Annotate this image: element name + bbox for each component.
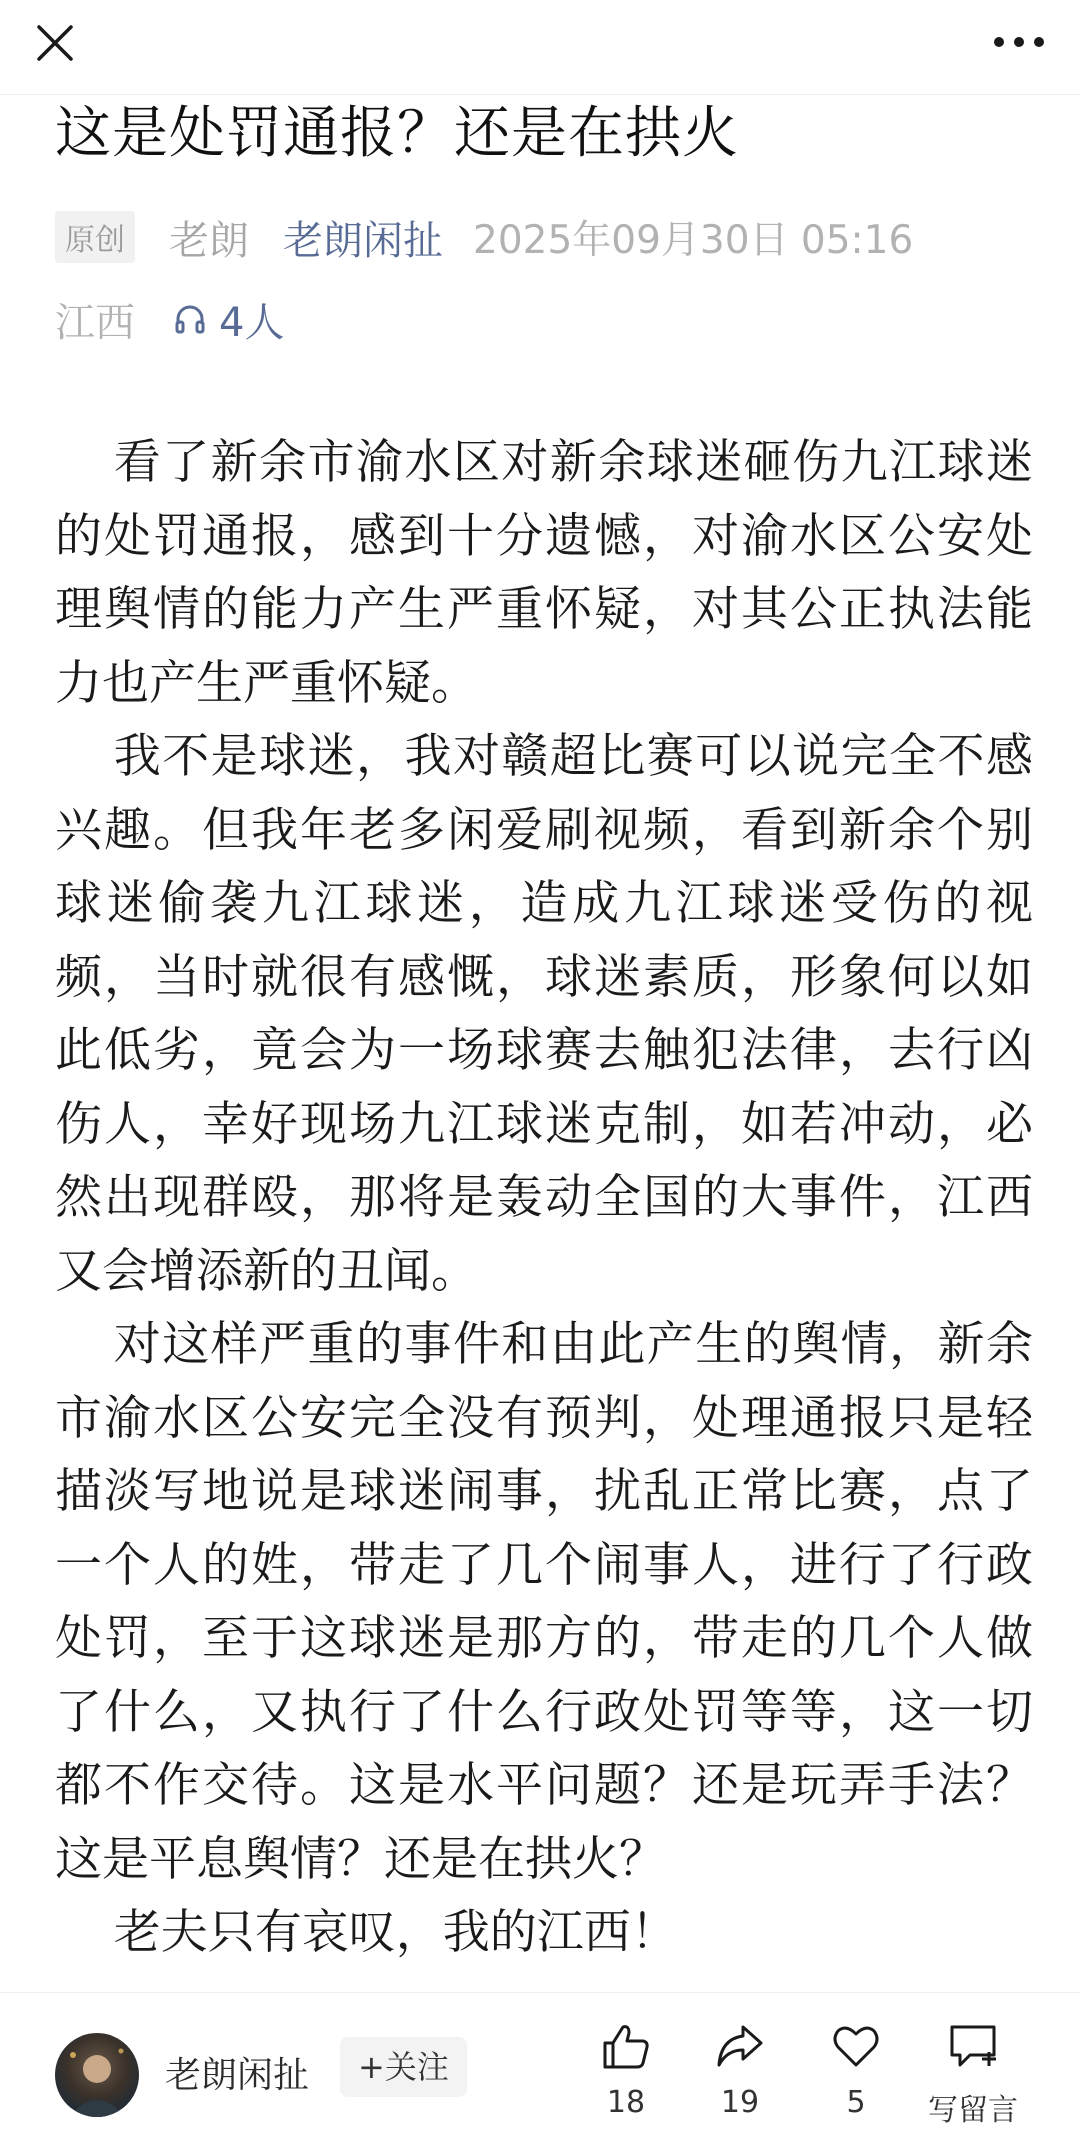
article-meta-secondary: [55, 290, 284, 348]
heart-icon: [829, 2019, 883, 2073]
article-title: 这是处罚通报？还是在拱火: [55, 101, 739, 166]
publish-datetime: 2025年09月30日 05:16: [473, 218, 914, 263]
headphones-icon: [173, 302, 207, 336]
favorite-count: 5: [846, 2085, 866, 2120]
close-icon[interactable]: [30, 18, 80, 68]
comment-icon: [946, 2019, 1000, 2073]
more-options-icon[interactable]: [988, 22, 1050, 62]
paragraph: 我不是球迷，我对赣超比赛可以说完全不感兴趣。但我年老多闲爱刷视频，看到新余个别球迷偷袭九江球迷，造成九江球迷受伤的视频，当时就很有感慨，球迷素质，形象何以如此低劣，竟会为一场球赛去触犯法律，去行凶伤人，幸好现场九江球迷克制，如若冲动，必然出现群殴，那将是轰动全国的大事件，江西又会增添新的丑闻。: [55, 729, 1033, 1299]
share-button[interactable]: [680, 2019, 800, 2120]
original-badge: 原创: [55, 211, 135, 263]
paragraph: 看了新余市渝水区对新余球迷砸伤九江球迷的处罚通报，感到十分遗憾，对渝水区公安处理舆情的能力产生严重怀疑，对其公正执法能力也产生严重怀疑。: [55, 435, 1033, 711]
avatar[interactable]: [55, 2033, 139, 2117]
account-name[interactable]: 老朗闲扯: [165, 2055, 310, 2096]
favorite-button[interactable]: [796, 2019, 916, 2120]
article-body: [55, 426, 1033, 1970]
like-button[interactable]: [566, 2019, 686, 2120]
comment-button[interactable]: [913, 2019, 1033, 2129]
share-count: 19: [720, 2085, 760, 2120]
top-nav-bar: [0, 0, 1080, 95]
account-link[interactable]: 老朗闲扯: [283, 217, 443, 264]
listen-button[interactable]: [173, 291, 284, 348]
article-meta: [55, 208, 1035, 266]
comment-label: 写留言: [928, 2093, 1018, 2128]
share-arrow-icon: [713, 2019, 767, 2073]
thumbs-up-icon: [599, 2019, 653, 2073]
bottom-action-bar: [0, 1992, 1080, 2137]
follow-button[interactable]: +关注: [340, 2037, 467, 2097]
listener-count: 4人: [219, 299, 285, 346]
author-name: 老朗: [169, 217, 249, 264]
location-label: 江西: [55, 299, 135, 346]
like-count: 18: [606, 2085, 646, 2120]
paragraph: 对这样严重的事件和由此产生的舆情，新余市渝水区公安完全没有预判，处理通报只是轻描淡写地说是球迷闹事，扰乱正常比赛，点了一个人的姓，带走了几个闹事人，进行了行政处罚，至于这球迷是那方的，带走的几个人做了什么，又执行了什么行政处罚等等，这一切都不作交待。这是水平问题？还是玩弄手法？这是平息舆情？还是在拱火？: [55, 1317, 1033, 1887]
paragraph: 老夫只有哀叹，我的江西！: [113, 1905, 678, 1960]
